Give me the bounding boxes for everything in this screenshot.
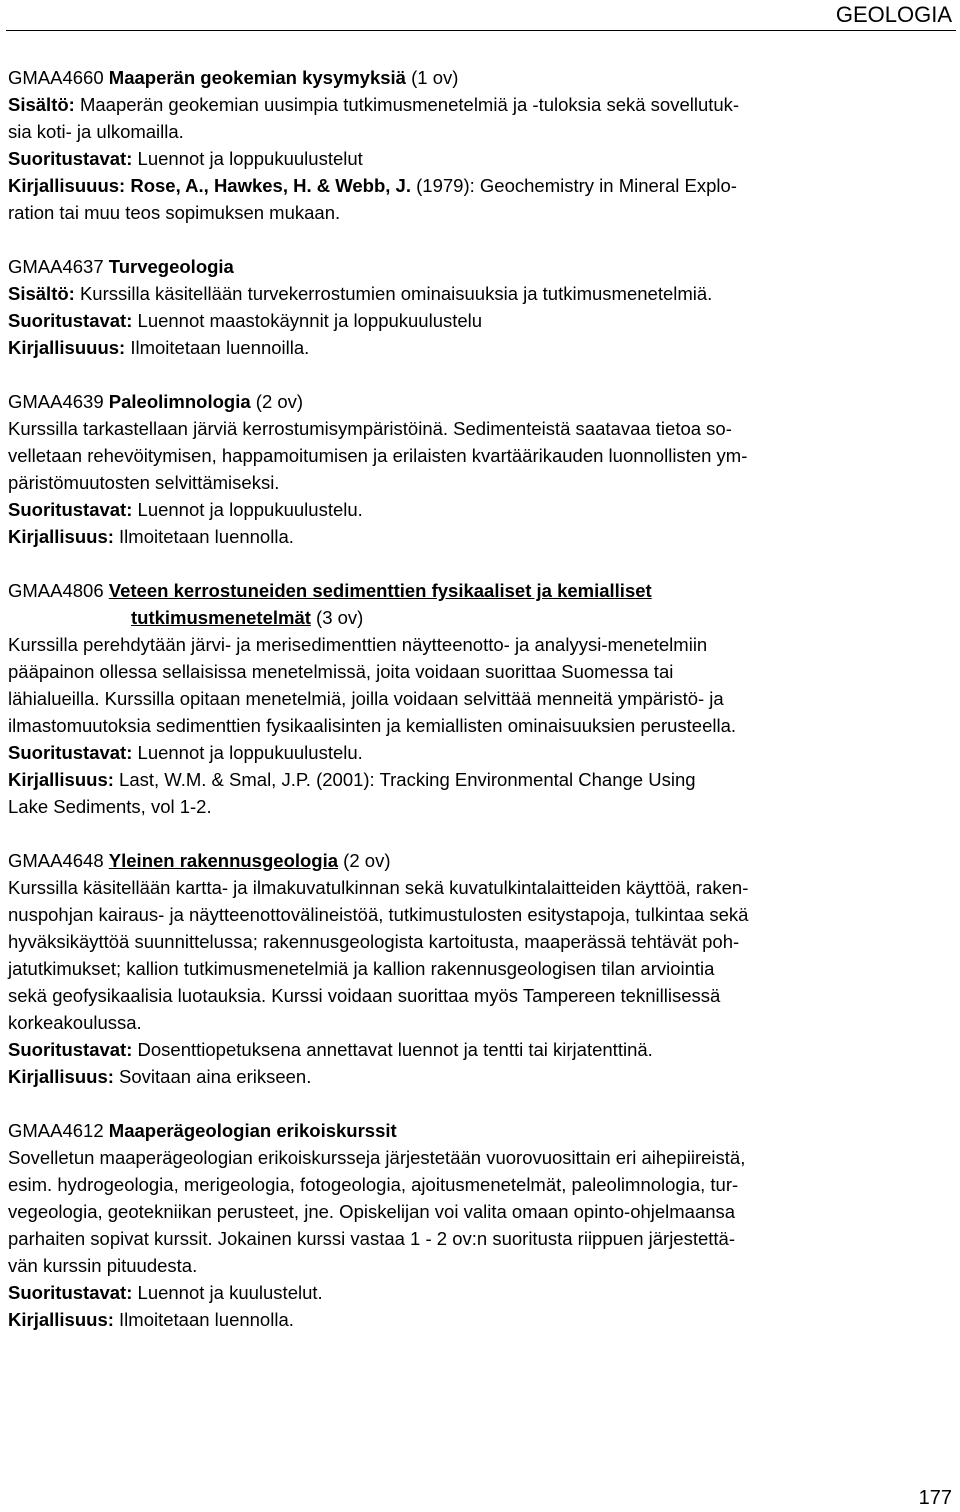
text-run: sekä geofysikaalisia luotauksia. Kurssi voidaan suorittaa myös Tampereen teknillisessä: [8, 985, 721, 1006]
course-text-line: [8, 1306, 938, 1333]
text-run: (1 ov): [405, 67, 459, 88]
text-run: Kirjallisuuus: Rose, A., Hawkes, H. & Webb, J.: [8, 175, 411, 196]
course-entry: [8, 388, 938, 550]
text-run: hyväksikäyttöä suunnittelussa; rakennusgeologista kartoitusta, maaperässä tehtävät poh-: [8, 931, 740, 952]
text-run: Kurssilla tarkastellaan järviä kerrostumisympäristöinä. Sedimenteistä saatavaa tietoa so-: [8, 418, 732, 439]
text-run: Paleolimnologia: [108, 391, 251, 412]
text-run: Ilmoitetaan luennolla.: [113, 1309, 294, 1330]
page-number: 177: [918, 1487, 952, 1509]
course-heading: [8, 388, 938, 415]
text-run: (1979): Geochemistry in Mineral Explo-: [411, 175, 737, 196]
text-run: Maaperägeologian erikoiskurssit: [108, 1120, 397, 1141]
text-run: GMAA4648: [8, 850, 109, 871]
text-run: GMAA4639: [8, 391, 109, 412]
course-list: [8, 64, 938, 1360]
course-text-line: [8, 469, 938, 496]
text-run: Sisältö:: [8, 283, 75, 304]
text-run: GMAA4660: [8, 67, 109, 88]
text-run: Luennot maastokäynnit ja loppukuulustelu: [132, 310, 483, 331]
course-text-line: [8, 712, 938, 739]
text-run: Suoritustavat:: [8, 742, 133, 763]
page-header: [0, 0, 960, 30]
course-text-line: [8, 415, 938, 442]
course-text-line: [8, 1009, 938, 1036]
course-text-line: [8, 982, 938, 1009]
course-text-line: [8, 523, 938, 550]
course-text-line: [8, 1144, 938, 1171]
course-entry: [8, 577, 938, 820]
course-text-line: [8, 604, 938, 631]
text-run: Luennot ja loppukuulustelu.: [132, 742, 363, 763]
text-run: Dosenttiopetuksena annettavat luennot ja tentti tai kirjatenttinä.: [132, 1039, 653, 1060]
text-run: Kirjallisuus:: [8, 526, 114, 547]
course-text-line: [8, 1252, 938, 1279]
course-text-line: [8, 793, 938, 820]
text-run: päristömuutosten selvittämiseksi.: [8, 472, 280, 493]
course-text-line: [8, 1198, 938, 1225]
course-text-line: [8, 280, 938, 307]
text-run: Suoritustavat:: [8, 499, 133, 520]
text-run: Luennot ja loppukuulustelut: [132, 148, 363, 169]
course-text-line: [8, 928, 938, 955]
text-run: Kirjallisuus:: [8, 769, 114, 790]
header-divider: [6, 30, 956, 31]
course-text-line: [8, 307, 938, 334]
course-text-line: [8, 1225, 938, 1252]
text-run: velletaan rehevöitymisen, happamoitumisen ja erilaisten kvartäärikauden luonnollisten ym-: [8, 445, 748, 466]
course-text-line: [8, 172, 938, 199]
course-entry: [8, 64, 938, 226]
text-run: Veteen kerrostuneiden sedimenttien fysikaaliset ja kemialliset: [108, 580, 652, 601]
course-text-line: [8, 442, 938, 469]
text-run: nuspohjan kairaus- ja näytteenottovälineistöä, tutkimustulosten esitystapoja, tulkintaa sekä: [8, 904, 749, 925]
text-run: Kirjallisuuus:: [8, 337, 126, 358]
course-text-line: [8, 955, 938, 982]
text-run: esim. hydrogeologia, merigeologia, fotogeologia, ajoitusmenetelmät, paleolimnologia, tur-: [8, 1174, 739, 1195]
section-title: GEOLOGIA: [835, 2, 952, 27]
course-entry: [8, 1117, 938, 1333]
text-run: Ilmoitetaan luennolla.: [113, 526, 294, 547]
text-run: GMAA4637: [8, 256, 109, 277]
text-run: (2 ov): [250, 391, 304, 412]
course-text-line: [8, 496, 938, 523]
course-text-line: [8, 901, 938, 928]
text-run: korkeakoulussa.: [8, 1012, 142, 1033]
course-heading: [8, 577, 938, 604]
text-run: Suoritustavat:: [8, 310, 133, 331]
course-heading: [8, 847, 938, 874]
text-run: vän kurssin pituudesta.: [8, 1255, 198, 1276]
text-run: Suoritustavat:: [8, 1282, 133, 1303]
text-run: vegeologia, geotekniikan perusteet, jne. Opiskelijan voi valita omaan opinto-ohjelmaansa: [8, 1201, 736, 1222]
text-run: Sovitaan aina erikseen.: [113, 1066, 312, 1087]
text-run: lähialueilla. Kurssilla opitaan menetelmiä, joilla voidaan selvittää menneitä ympäristö- ja: [8, 688, 724, 709]
text-run: Last, W.M. & Smal, J.P. (2001): Tracking Environmental Change Using: [113, 769, 696, 790]
course-text-line: [8, 1279, 938, 1306]
text-run: Yleinen rakennusgeologia: [108, 850, 339, 871]
text-run: sia koti- ja ulkomailla.: [8, 121, 184, 142]
course-text-line: [8, 1063, 938, 1090]
text-run: Sisältö:: [8, 94, 75, 115]
text-run: Ilmoitetaan luennoilla.: [125, 337, 310, 358]
course-text-line: [8, 1036, 938, 1063]
text-run: Kirjallisuus:: [8, 1066, 114, 1087]
course-text-line: [8, 739, 938, 766]
course-text-line: [8, 631, 938, 658]
text-run: parhaiten sopivat kurssit. Jokainen kurssi vastaa 1 - 2 ov:n suoritusta riippuen järjestettä-: [8, 1228, 736, 1249]
text-run: Kurssilla perehdytään järvi- ja merisedimenttien näytteenotto- ja analyysi-menetelmiin: [8, 634, 708, 655]
course-text-line: [8, 766, 938, 793]
course-text-line: [8, 118, 938, 145]
course-text-line: [8, 145, 938, 172]
text-run: ration tai muu teos sopimuksen mukaan.: [8, 202, 341, 223]
text-run: Sovelletun maaperägeologian erikoiskursseja järjestetään vuorovuosittain eri aihepiireistä,: [8, 1147, 746, 1168]
course-text-line: [8, 91, 938, 118]
text-run: Luennot ja loppukuulustelu.: [132, 499, 363, 520]
text-run: Kurssilla käsitellään turvekerrostumien ominaisuuksia ja tutkimusmenetelmiä.: [74, 283, 713, 304]
text-run: Maaperän geokemian kysymyksiä: [108, 67, 406, 88]
course-heading: [8, 253, 938, 280]
course-text-line: [8, 199, 938, 226]
course-heading: [8, 1117, 938, 1144]
text-run: jatutkimukset; kallion tutkimusmenetelmiä ja kallion rakennusgeologisen tilan arviointia: [8, 958, 715, 979]
text-run: Suoritustavat:: [8, 1039, 133, 1060]
text-run: Maaperän geokemian uusimpia tutkimusmenetelmiä ja -tuloksia sekä sovellutuk-: [74, 94, 740, 115]
course-text-line: [8, 658, 938, 685]
course-entry: [8, 253, 938, 361]
text-run: ilmastomuutoksia sedimenttien fysikaalisinten ja kemiallisten ominaisuuksien perusteella.: [8, 715, 737, 736]
text-run: (3 ov): [310, 607, 364, 628]
text-run: GMAA4612: [8, 1120, 109, 1141]
course-text-line: [8, 1171, 938, 1198]
course-text-line: [8, 334, 938, 361]
text-run: pääpainon ollessa sellaisissa menetelmissä, joita voidaan suorittaa Suomessa tai: [8, 661, 674, 682]
text-run: Kurssilla käsitellään kartta- ja ilmakuvatulkinnan sekä kuvatulkintalaitteiden käyttöä, raken-: [8, 877, 749, 898]
text-run: Kirjallisuus:: [8, 1309, 114, 1330]
course-text-line: [8, 685, 938, 712]
text-run: Luennot ja kuulustelut.: [132, 1282, 323, 1303]
text-run: Suoritustavat:: [8, 148, 133, 169]
text-run: tutkimusmenetelmät: [131, 607, 311, 628]
text-run: (2 ov): [338, 850, 391, 871]
course-text-line: [8, 874, 938, 901]
course-heading: [8, 64, 938, 91]
text-run: Lake Sediments, vol 1-2.: [8, 796, 212, 817]
text-run: Turvegeologia: [108, 256, 234, 277]
course-entry: [8, 847, 938, 1090]
text-run: GMAA4806: [8, 580, 109, 601]
